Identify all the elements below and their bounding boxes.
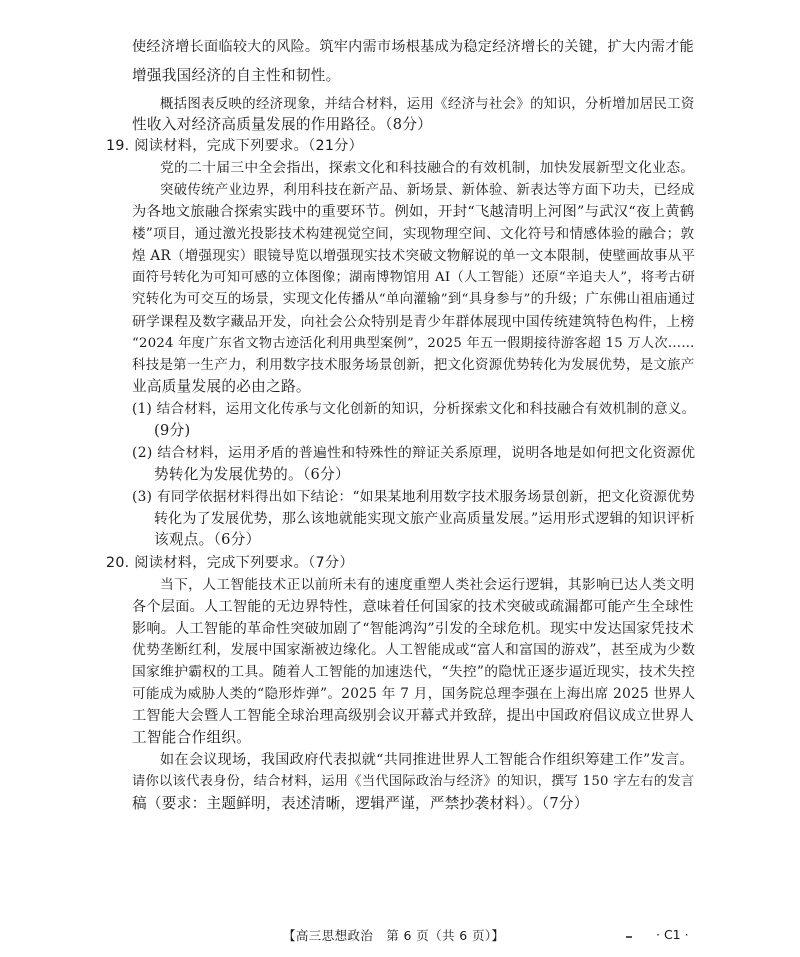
- text-line: 各个层面。人工智能的无边界特性，意味着任何国家的技术突破或疏漏都可能产生全球性: [132, 599, 694, 615]
- text-line: 势转化为发展优势的。（6分）: [154, 466, 350, 483]
- text-line: 优势垄断红利，发展中国家渐被边缘化。人工智能成或“富人和富国的游戏”，甚至成为少数: [132, 642, 696, 658]
- text-line: 概括图表反映的经济现象，并结合材料，运用《经济与社会》的知识，分析增加居民工资: [160, 97, 695, 112]
- text-line: 业高质量发展的必由之路。: [132, 378, 311, 395]
- text-line: (9分): [154, 422, 191, 439]
- text-line: 党的二十届三中全会指出，探索文化和科技融合的有效机制，加快发展新型文化业态。: [160, 160, 695, 176]
- sub-question-3: (3) 有同学依据材料得出如下结论：“如果某地利用数字技术服务场景创新，把文化资源优势: [132, 489, 696, 505]
- page-code: · C1 ·: [656, 927, 689, 942]
- text-line: 国家维护霸权的工具。随着人工智能的加速迭代，“失控”的隐忧正逐步逼近现实，技术失控: [132, 664, 696, 680]
- text-line: 稿（要求：主题鲜明，表述清晰，逻辑严谨，严禁抄袭材料）。（7分）: [132, 795, 589, 812]
- text-line: 请你以该代表身份，结合材料，运用《当代国际政治与经济》的知识，撰写 150 字左右的发言: [132, 774, 695, 789]
- text-line: 影响。人工智能的革命性突破加剧了“智能鸿沟”引发的全球危机。现实中发达国家凭技术: [132, 621, 694, 637]
- page-footer: 【高三思想政治 第 6 页（共 6 页）】: [283, 928, 505, 943]
- text-line: 面符号转化为可知可感的立体图像；湖南博物馆用 AI（人工智能）还原“辛追夫人”，将考古研: [132, 270, 696, 285]
- scan-mark: [626, 936, 632, 938]
- text-line: 科技是第一生产力，利用数字技术服务场景创新，把文化资源优势转化为发展优势，是文旅产: [132, 358, 695, 373]
- text-line: 该观点。（6分）: [154, 531, 261, 548]
- sub-question-2: (2) 结合材料，运用矛盾的普遍性和特殊性的辩证关系原理，说明各地是如何把文化资源优: [132, 445, 696, 461]
- text-line: “2024 年度广东省文物古迹活化利用典型案例”，2025 年五一假期接待游客超 15 万人次……: [132, 336, 695, 351]
- text-line: 工智能合作组织。: [132, 729, 252, 746]
- question-20-heading: 20. 阅读材料，完成下列要求。（7分）: [106, 555, 354, 571]
- text-line: 工智能大会暨人工智能全球治理高级别会议开幕式并致辞，提出中国政府倡议成立世界人: [132, 708, 694, 724]
- text-line: 性收入对经济高质量发展的作用路径。（8分）: [132, 116, 433, 133]
- text-line: 为各地文旅融合探索实践中的重要环节。例如，开封“飞越清明上河图”与武汉“夜上黄鹤: [132, 204, 695, 220]
- text-line: 究转化为可交互的场景，实现文化传播从“单向灌输”到“具身参与”的升级；广东佛山祖庙通过: [132, 292, 696, 307]
- sub-question-1: (1) 结合材料，运用文化传承与文化创新的知识，分析探索文化和科技融合有效机制的意义。: [132, 401, 696, 417]
- text-line: 突破传统产业边界，利用科技在新产品、新场景、新体验、新表达等方面下功夫，已经成: [160, 183, 695, 198]
- text-line: 使经济增长面临较大的风险。筑牢内需市场根基成为稳定经济增长的关键，扩大内需才能: [132, 39, 694, 55]
- text-line: 研学课程及数字藏品开发，向社会公众特别是青少年群体展现中国传统建筑特色构件，上榜: [132, 314, 695, 330]
- text-line: 楼”项目，通过激光投影技术构建视觉空间，实现物理空间、文化符号和情感体验的融合；敦: [132, 226, 695, 242]
- text-line: 煌 AR（增强现实）眼镜导览以增强现实技术突破文物解说的单一文本限制，使壁画故事从平: [132, 248, 696, 264]
- text-line: 转化为了发展优势，那么该地就能实现文旅产业高质量发展。”运用形式逻辑的知识评析: [154, 511, 695, 527]
- text-line: 可能成为威胁人类的“隐形炸弹”。2025 年 7 月，国务院总理李强在上海出席 2025 世界人: [132, 686, 696, 702]
- text-line: 如在会议现场，我国政府代表拟就“共同推进世界人工智能合作组织筹建工作”发言。: [160, 752, 694, 768]
- text-line: 当下，人工智能技术正以前所未有的速度重塑人类社会运行逻辑，其影响已达人类文明: [160, 577, 695, 593]
- question-19-heading: 19. 阅读材料，完成下列要求。（21分）: [106, 138, 364, 154]
- text-line: 增强我国经济的自主性和韧性。: [132, 67, 341, 84]
